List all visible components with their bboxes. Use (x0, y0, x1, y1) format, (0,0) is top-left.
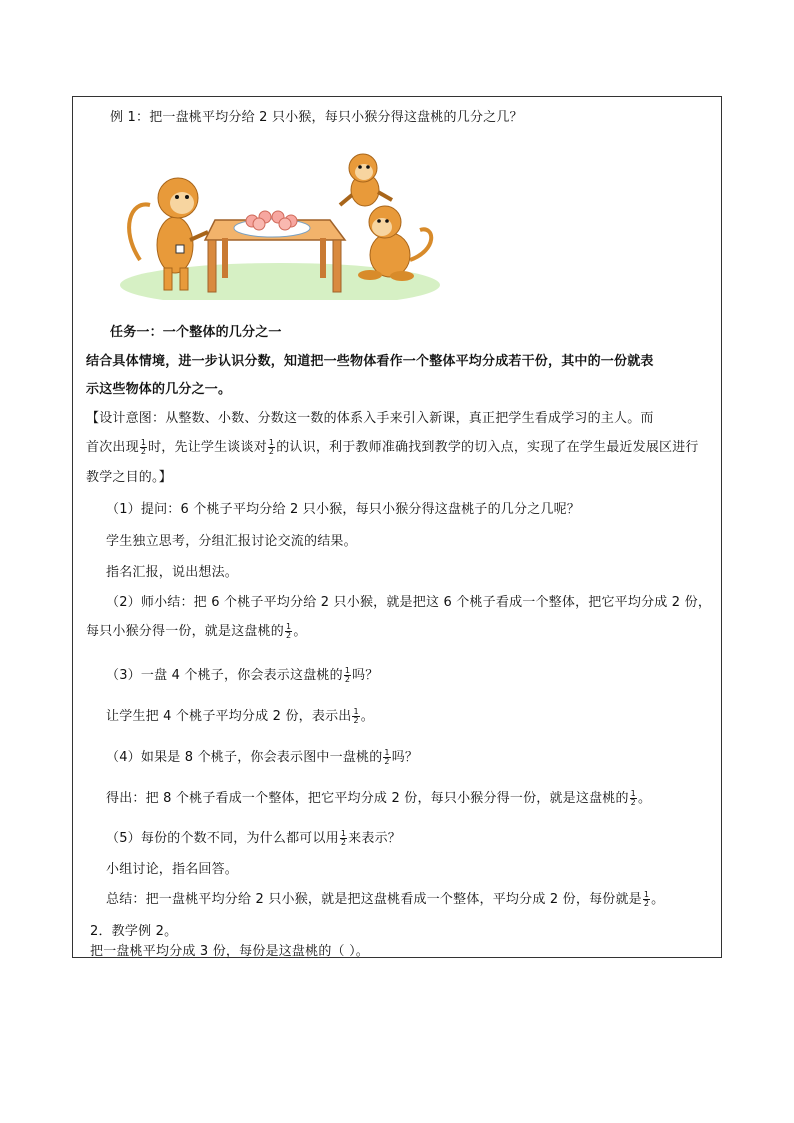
fraction-numerator: 1 (286, 622, 292, 631)
step1-activity: 学生独立思考，分组汇报讨论交流的结果。 (106, 534, 357, 549)
monkeys-peaches-illustration (120, 150, 440, 300)
fraction-denominator: 2 (643, 899, 650, 908)
example2-title: 2．教学例 2。 (90, 924, 178, 939)
step4-answer-text: 得出：把 8 个桃子看成一个整体，把它平均分成 2 份，每只小猴分得一份，就是这盘桃的 (106, 791, 629, 806)
fraction-numerator: 1 (384, 748, 390, 757)
plate-of-peaches (234, 211, 310, 237)
fraction-denominator: 2 (286, 631, 292, 640)
step4-text-a: （4）如果是 8 个桃子，你会表示图中一盘桃的 (106, 750, 383, 765)
fraction-one-half (285, 623, 292, 640)
example1-text: 例 1：把一盘桃平均分给 2 只小猴，每只小猴分得这盘桃的几分之几？ (110, 110, 523, 125)
fraction-one-half (352, 708, 359, 725)
task1-goal-line1: 结合具体情境，进一步认识分数，知道把一些物体看作一个整体平均分成若干份，其中的一份就表 (86, 354, 654, 369)
fraction-one-half (268, 439, 275, 456)
step1-report: 指名汇报，说出想法。 (106, 565, 239, 580)
fraction-one-half (643, 891, 650, 908)
task1-goal-line2: 示这些物体的几分之一。 (86, 382, 232, 397)
fraction-denominator: 2 (384, 757, 390, 766)
step3-text-a: （3）一盘 4 个桃子，你会表示这盘桃的 (106, 668, 343, 683)
period: 。 (651, 892, 665, 907)
step4-text-b: 吗？ (391, 750, 419, 765)
period: 。 (293, 624, 307, 639)
summary-text: 总结：把一盘桃平均分给 2 只小猴，就是把这盘桃看成一个整体，平均分成 2 份，每份就是 (106, 892, 642, 907)
monkey-top-right (340, 154, 392, 206)
design-line2-part-b: 时，先让学生谈谈对 (148, 440, 267, 455)
task1-title: 任务一：一个整体的几分之一 (110, 325, 282, 340)
step5-question (106, 827, 401, 847)
step2-line1: （2）师小结：把 6 个桃子平均分给 2 只小猴，就是把这 6 个桃子看成一个整体，把它平均分成 2 份， (106, 595, 712, 610)
step5-text-b: 来表示？ (348, 831, 401, 846)
fraction-denominator: 2 (340, 838, 347, 847)
design-line2-part-a: 首次出现 (86, 440, 139, 455)
fraction-numerator: 1 (140, 438, 147, 447)
step3-answer (106, 705, 374, 725)
design-intent-line1: 【设计意图：从整数、小数、分数这一数的体系入手来引入新课，真正把学生看成学习的主人。而 (86, 411, 654, 426)
fraction-numerator: 1 (643, 890, 650, 899)
fraction-denominator: 2 (344, 675, 351, 684)
fraction-numerator: 1 (340, 829, 347, 838)
fraction-denominator: 2 (268, 447, 275, 456)
step1-question: （1）提问：6 个桃子平均分给 2 只小猴，每只小猴分得这盘桃子的几分之几呢？ (106, 502, 581, 517)
fraction-numerator: 1 (268, 438, 275, 447)
step3-question (106, 664, 379, 684)
step2-line2 (86, 620, 307, 640)
step5-answer: 小组讨论，指名回答。 (106, 862, 239, 877)
fraction-one-half (340, 830, 347, 847)
period: 。 (360, 709, 374, 724)
fraction-one-half (630, 790, 637, 807)
step3-text-b: 吗？ (352, 668, 379, 683)
fraction-numerator: 1 (353, 707, 359, 716)
step5-text-a: （5）每份的个数不同，为什么都可以用 (106, 831, 339, 846)
fraction-one-half (140, 439, 147, 456)
design-intent-line2 (86, 436, 699, 456)
fraction-one-half (383, 749, 390, 766)
fraction-denominator: 2 (630, 798, 636, 807)
period: 。 (637, 791, 652, 806)
fraction-denominator: 2 (353, 716, 359, 725)
example2-question: 把一盘桃平均分成 3 份，每份是这盘桃的（ ）。 (90, 944, 369, 959)
fraction-numerator: 1 (344, 666, 351, 675)
fraction-numerator: 1 (630, 789, 636, 798)
step3-answer-text: 让学生把 4 个桃子平均分成 2 份，表示出 (106, 709, 352, 724)
fraction-denominator: 2 (140, 447, 147, 456)
step4-answer (106, 787, 651, 807)
summary (106, 888, 664, 908)
fraction-one-half (344, 667, 351, 684)
design-intent-line3: 教学之目的。】 (86, 470, 172, 485)
step2-text: 每只小猴分得一份，就是这盘桃的 (86, 624, 285, 639)
step4-question (106, 746, 418, 766)
design-line2-part-c: 的认识，利于教师准确找到教学的切入点，实现了在学生最近发展区进行 (276, 440, 699, 455)
